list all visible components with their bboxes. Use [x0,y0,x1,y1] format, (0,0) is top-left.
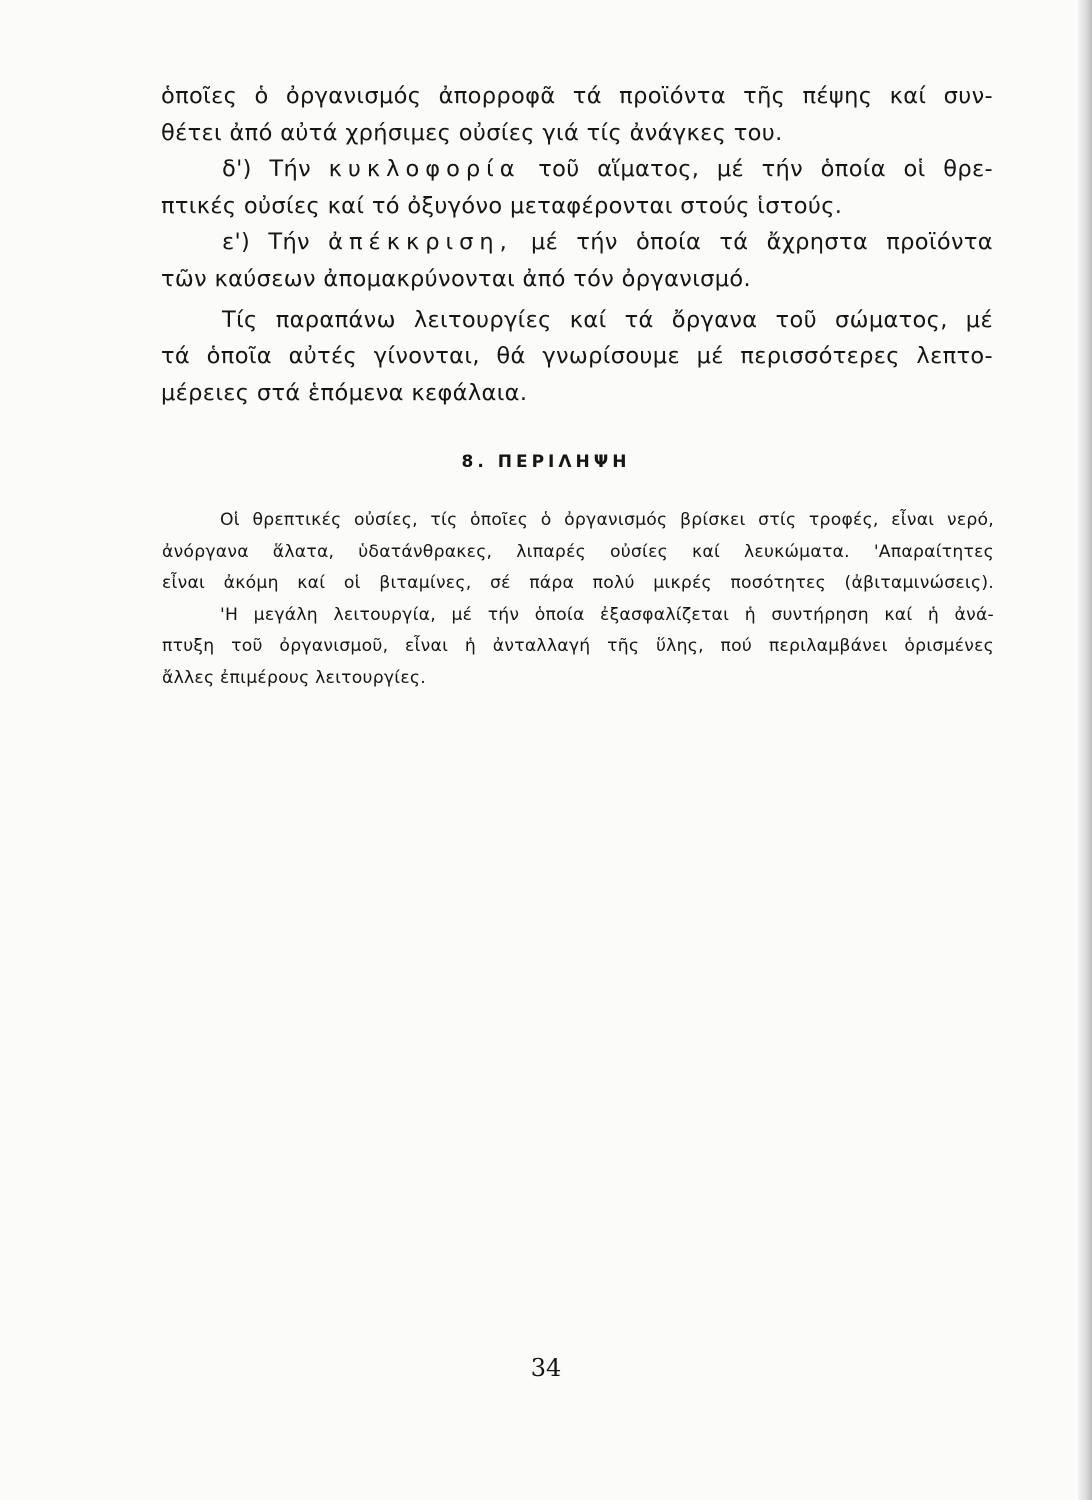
summary-line: πτυξη τοῦ ὀργανισμοῦ, εἶναι ἡ ἀνταλλαγή τῆς ὕλης, πού περιλαμβάνει ὁρισμένες [162,636,994,657]
text-line: μέρειες στά ἑπόμενα κεφάλαια. [161,379,528,406]
emphasized-term: κυκλοφορία [328,156,521,183]
section-heading: 8. ΠΕΡΙΛΗΨΗ [461,452,631,472]
text-fragment: ε') Τήν [222,229,310,256]
page-edge-shadow [1078,0,1092,1500]
summary-line: 'Η μεγάλη λειτουργία, μέ τήν ὁποία ἐξασφαλίζεται ἡ συντήρηση καί ἡ ἀνά- [220,604,994,625]
summary-line: εἶναι ἀκόμη καί οἱ βιταμίνες, σέ πάρα πολύ μικρές ποσότητες (ἀβιταμινώσεις). [162,573,994,594]
summary-line: ἀνόργανα ἅλατα, ὑδατάνθρακες, λιπαρές οὐσίες καί λευκώματα. 'Απαραίτητες [162,541,994,562]
text-fragment: δ') Τήν [222,156,312,183]
summary-text [162,505,994,695]
text-line: τά ὁποῖα αὐτές γίνονται, θά γνωρίσουμε μέ περισσότερες λεπτο- [161,343,993,370]
page-number: 34 [530,1354,562,1382]
summary-line: ἄλλες ἐπιμέρους λειτουργίες. [162,667,426,688]
text-fragment: μέ τήν ὁποία τά ἄχρηστα προϊόντα [531,229,993,256]
text-line: πτικές οὐσίες καί τό ὀξυγόνο μεταφέρονται στούς ἱστούς. [161,192,843,219]
text-fragment: τοῦ αἵματος, μέ τήν ὁποία οἱ θρε- [538,156,993,183]
body-text [161,78,993,411]
text-line-circulation [161,151,993,188]
emphasized-term: ἀπέκκριση, [328,229,513,256]
text-line: θέτει ἀπό αὐτά χρήσιμες οὐσίες γιά τίς ἀνάγκες του. [161,119,783,146]
text-line: Τίς παραπάνω λειτουργίες καί τά ὄργανα τοῦ σώματος, μέ [222,306,993,333]
text-line: τῶν καύσεων ἀπομακρύνονται ἀπό τόν ὀργανισμό. [161,265,752,292]
text-line-excretion [161,224,993,261]
summary-line: Οἱ θρεπτικές οὐσίες, τίς ὁποῖες ὁ ὀργανισμός βρίσκει στίς τροφές, εἶναι νερό, [220,510,994,530]
text-line: ὁποῖες ὁ ὀργανισμός ἀπορροφᾶ τά προϊόντα τῆς πέψης καί συν- [161,83,993,109]
